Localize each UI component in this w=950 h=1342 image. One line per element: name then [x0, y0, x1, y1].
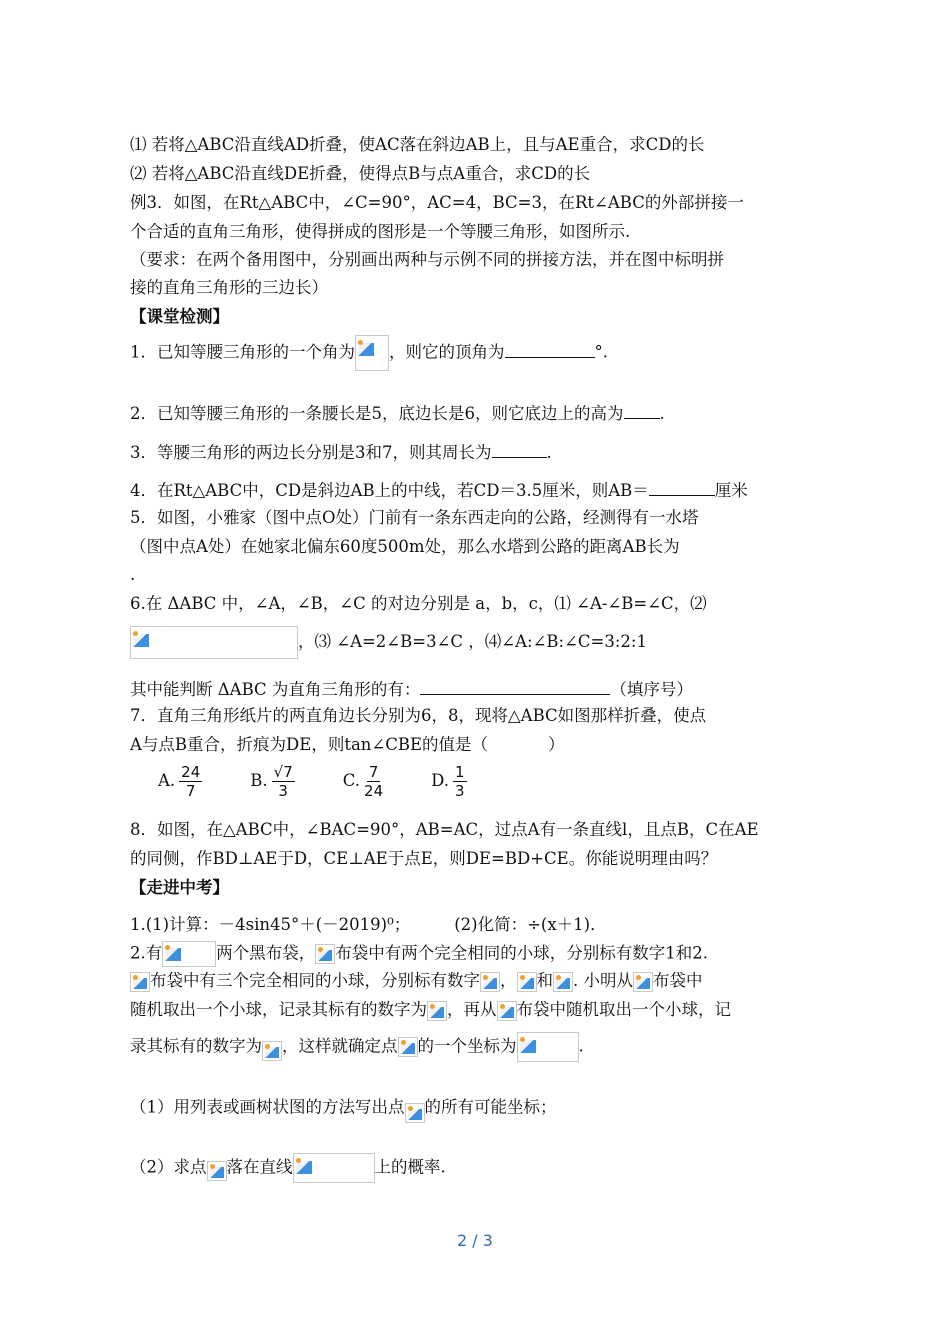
answer-blank: [505, 339, 595, 358]
q2-text: .: [659, 404, 665, 423]
choice-letter: C.: [342, 771, 361, 790]
question-3: [130, 439, 552, 465]
text-line: 个合适的直角三角形，使得拼成的图形是一个等腰三角形，如图所示.: [130, 222, 631, 241]
image-placeholder-icon: [480, 972, 500, 992]
zk4-text: （2）求点: [130, 1157, 207, 1177]
zk-4: [130, 1153, 446, 1183]
choice-letter: A.: [158, 771, 176, 790]
q7-text: ）: [548, 735, 565, 754]
fraction-denominator: 3: [278, 782, 288, 800]
zk2-text: 和: [536, 971, 553, 990]
fraction: [179, 763, 202, 800]
zk2-text: 两个黑布袋，: [216, 943, 316, 963]
image-placeholder-icon: [633, 972, 653, 992]
zk4-text: 上的概率.: [374, 1157, 446, 1177]
zk2-text: 布袋中: [653, 971, 703, 990]
question-2: [130, 400, 665, 426]
section-heading: 【课堂检测】: [130, 307, 229, 326]
q1-text: °.: [594, 342, 608, 362]
choice-letter: D.: [431, 771, 450, 790]
image-placeholder-icon: [130, 972, 150, 992]
zk2-text: 布袋中随机取出一个小球，记: [516, 1000, 731, 1019]
image-placeholder-icon: [553, 972, 573, 992]
text-line: 例3．如图，在Rt△ABC中，∠C=90°，AC=4，BC=3，在Rt∠ABC的外部拼接一: [130, 193, 744, 212]
choice-letter: B.: [250, 771, 268, 790]
text-line: ⑴ 若将△ABC沿直线AD折叠，使AC落在斜边AB上，且与AE重合，求CD的长: [130, 135, 705, 154]
zk-3: [130, 1093, 557, 1123]
zk2-text: 的一个坐标为: [417, 1036, 517, 1056]
zk1-text: (2)化简：÷(x＋1)．: [454, 915, 607, 934]
answer-blank: [649, 477, 715, 496]
text-line: 5．如图，小雅家（图中点O处）门前有一条东西走向的公路，经测得有一水塔: [130, 508, 699, 527]
text-line: 8．如图，在△ABC中，∠BAC=90°，AB=AC，过点A有一条直线l，且点B，C在AE: [130, 820, 759, 839]
fraction-denominator: 3: [455, 782, 465, 800]
image-placeholder-icon: [517, 1032, 579, 1062]
q7-text: A与点B重合，折痕为DE，则tan∠CBE的值是（: [130, 735, 489, 754]
choice-option: [343, 763, 383, 800]
q6-text: ，⑶ ∠A=2∠B=3∠C ，⑷∠A:∠B:∠C=3:2:1: [298, 632, 647, 651]
fraction-numerator: 24: [181, 763, 201, 781]
text-line: （图中点A处）在她家北偏东60度500m处，那么水塔到公路的距离AB长为: [130, 537, 680, 556]
image-placeholder-icon: [355, 335, 389, 371]
q1-text: 1．已知等腰三角形的一个角为: [130, 342, 355, 362]
fraction-numerator: √7: [273, 763, 293, 781]
answer-blank: [492, 439, 547, 458]
zk2-text: 录其标有的数字为: [130, 1036, 262, 1056]
choices-row: [158, 763, 515, 800]
choice-option: [158, 763, 202, 800]
fraction-numerator: 7: [368, 763, 379, 781]
zk4-text: 落在直线: [226, 1157, 293, 1177]
zk-2-line4: [130, 1032, 584, 1062]
image-placeholder-icon: [162, 941, 216, 967]
zk-2-line3: [130, 998, 731, 1022]
zk2-text: ，这样就确定点: [282, 1036, 398, 1056]
q1-text: ，则它的顶角为: [389, 342, 505, 362]
zk2-text: 随机取出一个小球，记录其标有的数字为: [130, 1000, 427, 1019]
image-placeholder-icon: [262, 1041, 282, 1061]
text-line: 的同侧，作BD⊥AE于D，CE⊥AE于点E，则DE=BD+CE。你能说明理由吗？: [130, 849, 718, 868]
fraction: [453, 763, 467, 800]
zk-1: [130, 913, 607, 937]
section-heading: 【走进中考】: [130, 878, 229, 897]
image-placeholder-icon: [293, 1153, 375, 1183]
page-number: 2 / 3: [457, 1231, 493, 1250]
zk1-text: 1.(1)计算：－4sin45°＋(－2019)⁰；: [130, 915, 411, 934]
text-line: 6.在 ΔABC 中，∠A，∠B，∠C 的对边分别是 a，b，c，⑴ ∠A-∠B=∠C，⑵: [130, 594, 707, 613]
choice-option: [431, 763, 466, 800]
q3-text: 3．等腰三角形的两边长分别是3和7，则其周长为: [130, 443, 492, 462]
image-placeholder-icon: [517, 972, 537, 992]
zk2-text: ，: [500, 971, 517, 990]
image-placeholder-icon: [315, 944, 335, 964]
question-6-answer: [130, 676, 693, 702]
image-placeholder-icon: [497, 1001, 517, 1021]
image-placeholder-icon: [405, 1103, 425, 1123]
zk2-text: ，再从: [447, 1000, 497, 1019]
zk-2-line2: [130, 969, 703, 993]
zk-2-line1: [130, 941, 708, 967]
question-4: [130, 477, 748, 503]
fraction-numerator: 1: [455, 763, 465, 781]
text-line: 接的直角三角形的三边长）: [130, 278, 328, 297]
choice-option: [250, 763, 294, 800]
answer-blank: [420, 676, 610, 695]
fraction-denominator: 24: [364, 782, 384, 800]
question-7-line: [130, 733, 565, 757]
zk3-text: （1）用列表或画树状图的方法写出点: [130, 1097, 405, 1117]
image-placeholder-icon: [207, 1161, 227, 1181]
question-6-line: [130, 626, 647, 659]
fraction-denominator: 7: [185, 782, 196, 800]
fraction: [364, 763, 383, 800]
q6-text: 其中能判断 ΔABC 为直角三角形的有：: [130, 680, 421, 699]
q4-text: 4．在Rt△ABC中，CD是斜边AB上的中线，若CD＝3.5厘米，则AB＝: [130, 481, 649, 500]
text-line: （要求：在两个备用图中，分别画出两种与示例不同的拼接方法，并在图中标明拼: [130, 250, 724, 269]
q4-text: 厘米: [714, 481, 748, 500]
image-placeholder-icon: [398, 1037, 418, 1057]
zk3-text: 的所有可能坐标；: [424, 1097, 557, 1117]
question-1: [130, 335, 608, 371]
fraction: [272, 763, 295, 800]
image-placeholder-icon: [427, 1001, 447, 1021]
zk2-text: 布袋中有三个完全相同的小球，分别标有数字: [150, 971, 480, 990]
zk2-text: 2.有: [130, 943, 163, 963]
q2-text: 2．已知等腰三角形的一条腰长是5，底边长是6，则它底边上的高为: [130, 404, 624, 423]
q6-text: （填序号）: [610, 680, 693, 699]
zk2-text: . 小明从: [573, 971, 633, 990]
answer-blank: [624, 400, 660, 419]
image-placeholder-icon: [130, 626, 298, 659]
text-line: 7．直角三角形纸片的两直角边长分别为6，8，现将△ABC如图那样折叠，使点: [130, 706, 707, 725]
q3-text: .: [546, 443, 552, 462]
zk2-text: 布袋中有两个完全相同的小球，分别标有数字1和2.: [335, 943, 708, 963]
text-line: .: [130, 565, 136, 584]
text-line: ⑵ 若将△ABC沿直线DE折叠，使得点B与点A重合，求CD的长: [130, 164, 591, 183]
zk2-text: .: [578, 1036, 584, 1056]
